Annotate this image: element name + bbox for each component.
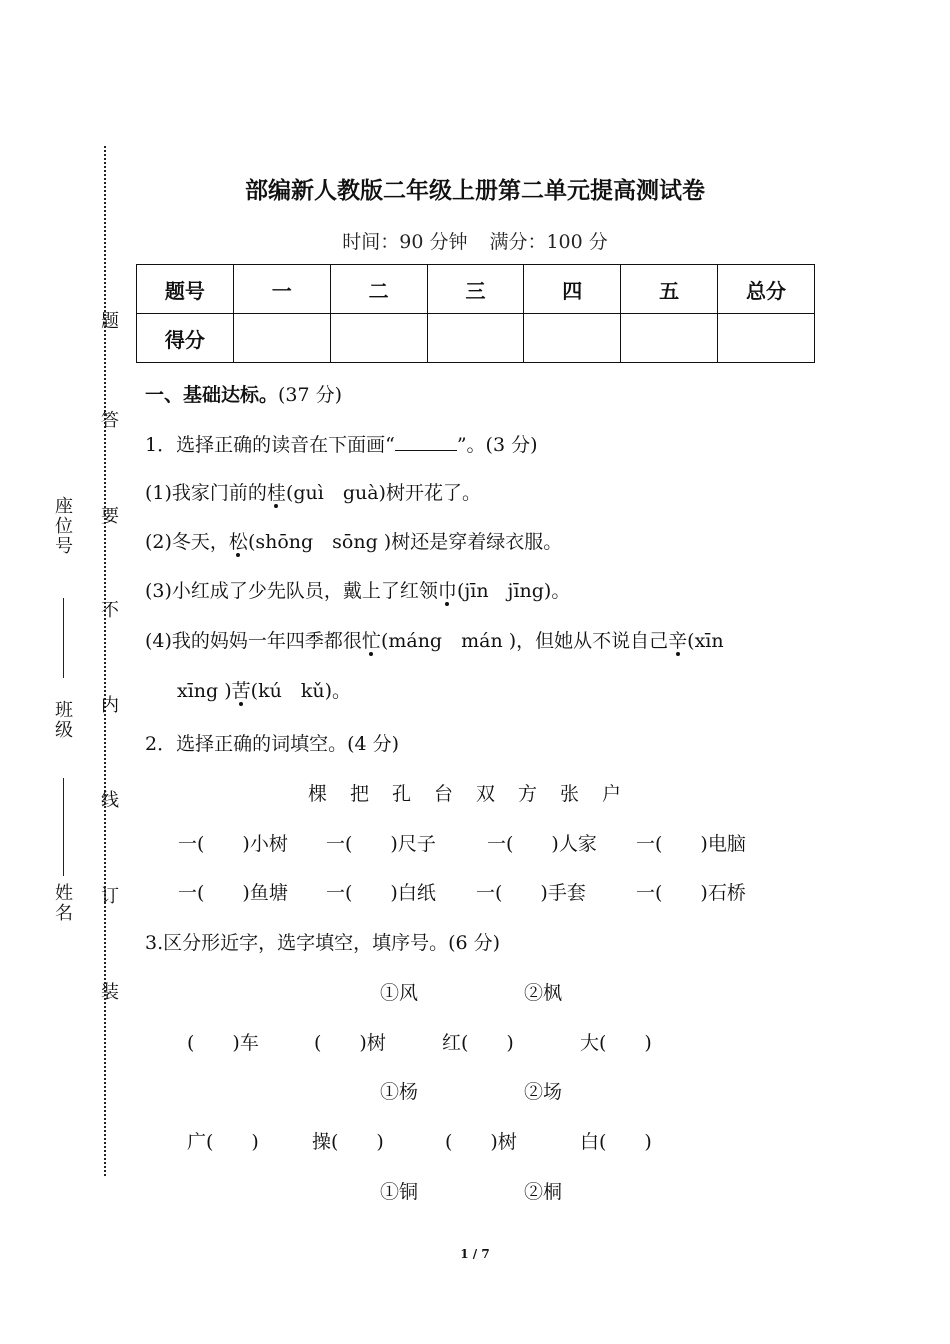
q3-group-1-options <box>0 978 950 1002</box>
dotted-char: 巾 <box>437 580 457 602</box>
score-table-header-cell: 二 <box>330 265 427 314</box>
q2-blank-item[interactable]: 一( )手套 <box>476 882 586 904</box>
score-table-header-row <box>137 265 815 314</box>
seal-char-da: 答 <box>101 410 119 431</box>
seal-char-ding: 订 <box>101 886 119 907</box>
exam-meta <box>135 227 815 254</box>
page-number: 1 / 7 <box>460 1247 490 1261</box>
q3-blank-item[interactable]: ( )树 <box>445 1131 517 1153</box>
score-table-header-cell: 总分 <box>718 265 815 314</box>
binding-dotted-line <box>104 146 106 1176</box>
score-table <box>136 264 815 363</box>
dotted-char: 忙 <box>361 630 381 652</box>
dotted-char: 松 <box>228 531 248 553</box>
q2-blank-item[interactable]: 一( )人家 <box>487 833 597 855</box>
q1-item-1: (1)我家门前的桂(guì guà)树开花了。 <box>145 482 481 504</box>
name-label: 姓 名 <box>55 883 73 924</box>
q2-word-bank: 棵 把 孔 台 双 方 张 户 <box>308 783 624 805</box>
q2-label: 2．选择正确的词填空。(4 分) <box>145 733 400 755</box>
q2-blank-item[interactable]: 一( )石桥 <box>636 882 746 904</box>
option-item: ①风 <box>380 982 419 1004</box>
q1-label: 1．选择正确的读音在下面画“ ”。(3 分) <box>145 434 538 456</box>
q3-label: 3.区分形近字，选字填空，填序号。(6 分) <box>145 932 501 954</box>
q2-blank-item[interactable]: 一( )鱼塘 <box>178 882 288 904</box>
page-title: 部编新人教版二年级上册第二单元提高测试卷 <box>245 178 705 204</box>
seal-char-xian: 线 <box>101 790 119 811</box>
q2-blank-item[interactable]: 一( )尺子 <box>326 833 436 855</box>
score-cell[interactable] <box>718 314 815 363</box>
score-table-header-cell: 一 <box>233 265 330 314</box>
q2-row-1 <box>0 829 950 853</box>
q2-blank-item[interactable]: 一( )小树 <box>178 833 288 855</box>
seal-char-bu: 不 <box>101 600 119 621</box>
score-row-label: 得分 <box>137 314 234 363</box>
q3-group-2-options <box>0 1077 950 1101</box>
q3-blank-item[interactable]: 大( ) <box>580 1032 652 1054</box>
q1-item-2: (2)冬天，松(shōng sōng )树还是穿着绿衣服。 <box>145 531 563 553</box>
q3-blank-item[interactable]: 操( ) <box>312 1131 384 1153</box>
seal-char-nei: 内 <box>101 695 119 716</box>
seat-number-label: 座 位 号 <box>55 496 73 557</box>
option-item: ②场 <box>524 1081 563 1103</box>
q3-group-2-row <box>0 1127 950 1151</box>
score-table-header-cell: 三 <box>427 265 524 314</box>
score-cell[interactable] <box>330 314 427 363</box>
seal-char-ti: 题 <box>101 311 119 332</box>
q2-blank-item[interactable]: 一( )白纸 <box>326 882 436 904</box>
q3-blank-item[interactable]: 白( ) <box>580 1131 652 1153</box>
q3-blank-item[interactable]: ( )树 <box>314 1032 386 1054</box>
option-item: ①铜 <box>380 1181 419 1203</box>
q1-item-4: (4)我的妈妈一年四季都很忙(máng mán )，但她从不说自己辛(xīn <box>145 630 724 652</box>
dotted-char: 苦 <box>231 680 251 702</box>
score-table-header-cell: 题号 <box>137 265 234 314</box>
seal-char-zhuang: 装 <box>101 982 119 1003</box>
seat-number-blank <box>63 598 64 678</box>
score-cell[interactable] <box>427 314 524 363</box>
class-label: 班 级 <box>55 700 73 741</box>
score-cell[interactable] <box>524 314 621 363</box>
q3-blank-item[interactable]: 红( ) <box>442 1032 514 1054</box>
q2-blank-item[interactable]: 一( )电脑 <box>636 833 746 855</box>
option-item: ①杨 <box>380 1081 419 1103</box>
q1-item-4-continued: xīng )苦(kú kǔ)。 <box>177 680 351 702</box>
dotted-char: 桂 <box>266 482 286 504</box>
option-item: ②桐 <box>524 1181 563 1203</box>
time-limit: 时间：90 分钟 <box>342 231 468 253</box>
dotted-char: 辛 <box>668 630 688 652</box>
score-cell[interactable] <box>621 314 718 363</box>
class-blank <box>63 778 64 876</box>
option-item: ②枫 <box>524 982 563 1004</box>
answer-blank-line <box>395 434 457 451</box>
seal-char-yao: 要 <box>101 506 119 527</box>
section-1-title: 一、基础达标。(37 分) <box>145 384 343 406</box>
q3-group-3-options <box>0 1177 950 1201</box>
score-cell[interactable] <box>233 314 330 363</box>
q3-blank-item[interactable]: 广( ) <box>187 1131 259 1153</box>
q3-blank-item[interactable]: ( )车 <box>187 1032 259 1054</box>
score-table-header-cell: 五 <box>621 265 718 314</box>
score-table-score-row <box>137 314 815 363</box>
full-score: 满分：100 分 <box>489 231 608 253</box>
score-table-header-cell: 四 <box>524 265 621 314</box>
q3-group-1-row <box>0 1028 950 1052</box>
q2-row-2 <box>0 878 950 902</box>
q1-item-3: (3)小红成了少先队员，戴上了红领巾(jīn jīng)。 <box>145 580 571 602</box>
